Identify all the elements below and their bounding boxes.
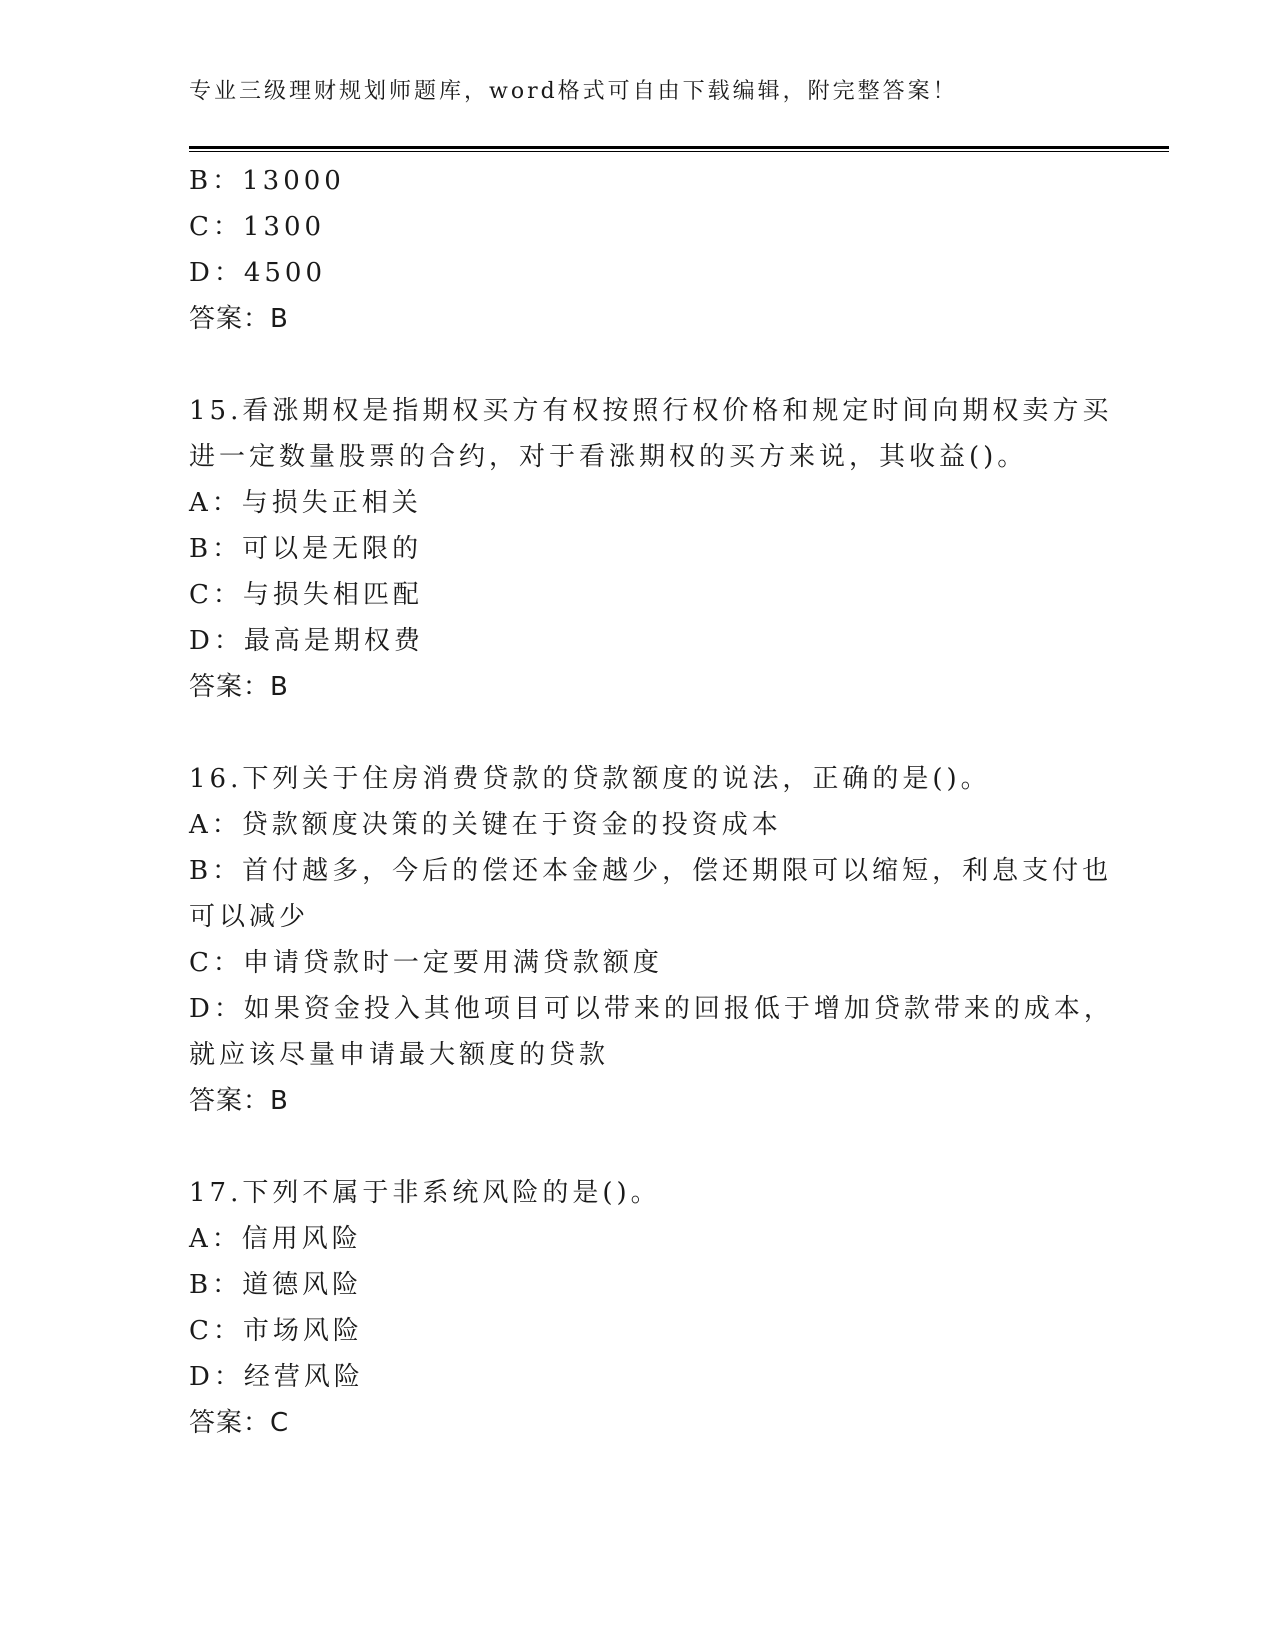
- header-rule-thin: [189, 151, 1169, 152]
- question-stem: 16.下列关于住房消费贷款的贷款额度的说法，正确的是()。: [189, 764, 991, 794]
- question-stem: 17.下列不属于非系统风险的是()。: [189, 1178, 661, 1208]
- option-d: D：如果资金投入其他项目可以带来的回报低于增加贷款带来的成本，: [189, 994, 1114, 1024]
- option-c: C：1300: [189, 212, 326, 242]
- option-c: C：市场风险: [189, 1316, 363, 1346]
- answer-line: 答案：B: [189, 304, 289, 334]
- spacer: [189, 342, 1089, 388]
- spacer: [189, 1124, 1089, 1170]
- answer-line: 答案：B: [189, 1086, 289, 1116]
- page-header: 专业三级理财规划师题库，word格式可自由下载编辑，附完整答案！: [189, 79, 958, 104]
- option-b: B：首付越多，今后的偿还本金越少，偿还期限可以缩短，利息支付也: [189, 856, 1113, 886]
- question-15: [189, 388, 1113, 710]
- option-a: A：贷款额度决策的关键在于资金的投资成本: [189, 810, 782, 840]
- spacer: [189, 710, 1089, 756]
- document-body: [189, 158, 1114, 1446]
- question-stem-continued: 进一定数量股票的合约，对于看涨期权的买方来说，其收益()。: [189, 442, 1028, 472]
- question-17: [189, 1170, 1089, 1446]
- option-b: B：13000: [189, 166, 345, 196]
- header-rule-thick: [189, 146, 1169, 149]
- option-d: D：4500: [189, 258, 327, 288]
- option-b-continued: 可以减少: [189, 902, 310, 932]
- option-a: A：信用风险: [189, 1224, 362, 1254]
- option-d: D：经营风险: [189, 1362, 364, 1392]
- answer-line: 答案：C: [189, 1408, 290, 1438]
- option-d-continued: 就应该尽量申请最大额度的贷款: [189, 1040, 610, 1070]
- question-16: [189, 756, 1114, 1124]
- option-d: D：最高是期权费: [189, 626, 424, 656]
- answer-line: 答案：B: [189, 672, 289, 702]
- option-b: B：道德风险: [189, 1270, 363, 1300]
- prev-question-block: [189, 158, 1089, 342]
- question-stem: 15.看涨期权是指期权买方有权按照行权价格和规定时间向期权卖方买: [189, 396, 1113, 426]
- option-a: A：与损失正相关: [189, 488, 422, 518]
- option-b: B：可以是无限的: [189, 534, 423, 564]
- option-c: C：申请贷款时一定要用满贷款额度: [189, 948, 663, 978]
- option-c: C：与损失相匹配: [189, 580, 423, 610]
